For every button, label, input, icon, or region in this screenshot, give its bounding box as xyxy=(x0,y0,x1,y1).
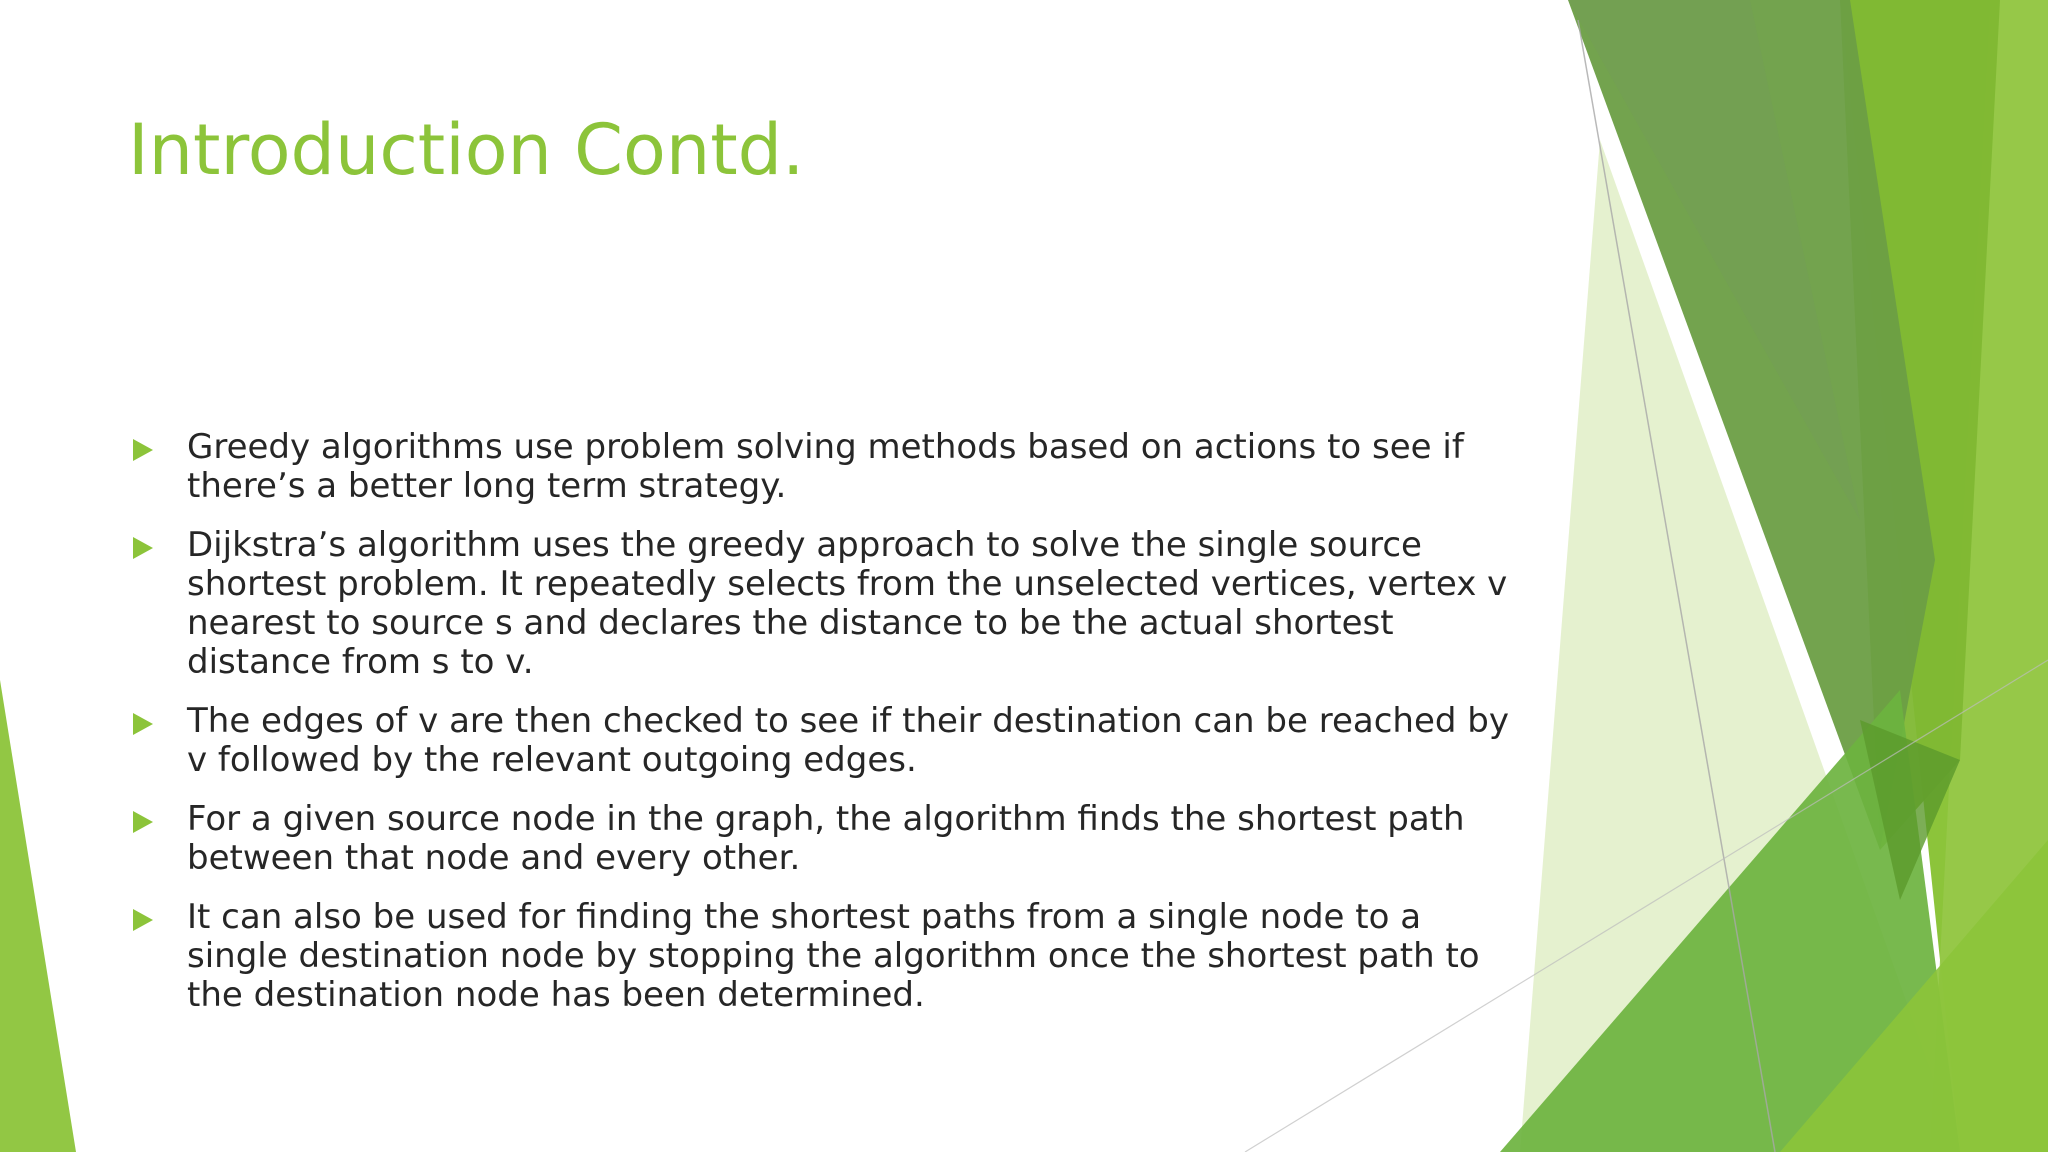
bullet-item xyxy=(130,702,1530,780)
triangle-right-icon xyxy=(133,909,153,931)
bullet-item xyxy=(130,428,1530,506)
bullet-item xyxy=(130,898,1530,1015)
triangle-right-icon xyxy=(133,811,153,833)
bullet-text: The edges of v are then checked to see if their destination can be reached by v followed by the relevant outgoing edges. xyxy=(187,701,1509,780)
bullet-text: For a given source node in the graph, the algorithm finds the shortest path between that node and every other. xyxy=(187,799,1465,878)
bullet-text: Dijkstra’s algorithm uses the greedy approach to solve the single source shortest problem. It repeatedly selects from the unselected vertices, vertex v nearest to source s and declares the distance to be the actual shortest distance from s to v. xyxy=(187,525,1508,682)
bullet-item xyxy=(130,526,1530,682)
triangle-right-icon xyxy=(133,537,153,559)
bullet-list xyxy=(130,428,1530,1035)
bullet-text: Greedy algorithms use problem solving methods based on actions to see if there’s a better long term strategy. xyxy=(187,427,1464,506)
triangle-right-icon xyxy=(133,713,153,735)
bullet-item xyxy=(130,800,1530,878)
bullet-text: It can also be used for finding the shortest paths from a single node to a single destination node by stopping the algorithm once the shortest path to the destination node has been determined. xyxy=(187,897,1480,1015)
slide-title: Introduction Contd. xyxy=(128,109,805,191)
triangle-right-icon xyxy=(133,439,153,461)
